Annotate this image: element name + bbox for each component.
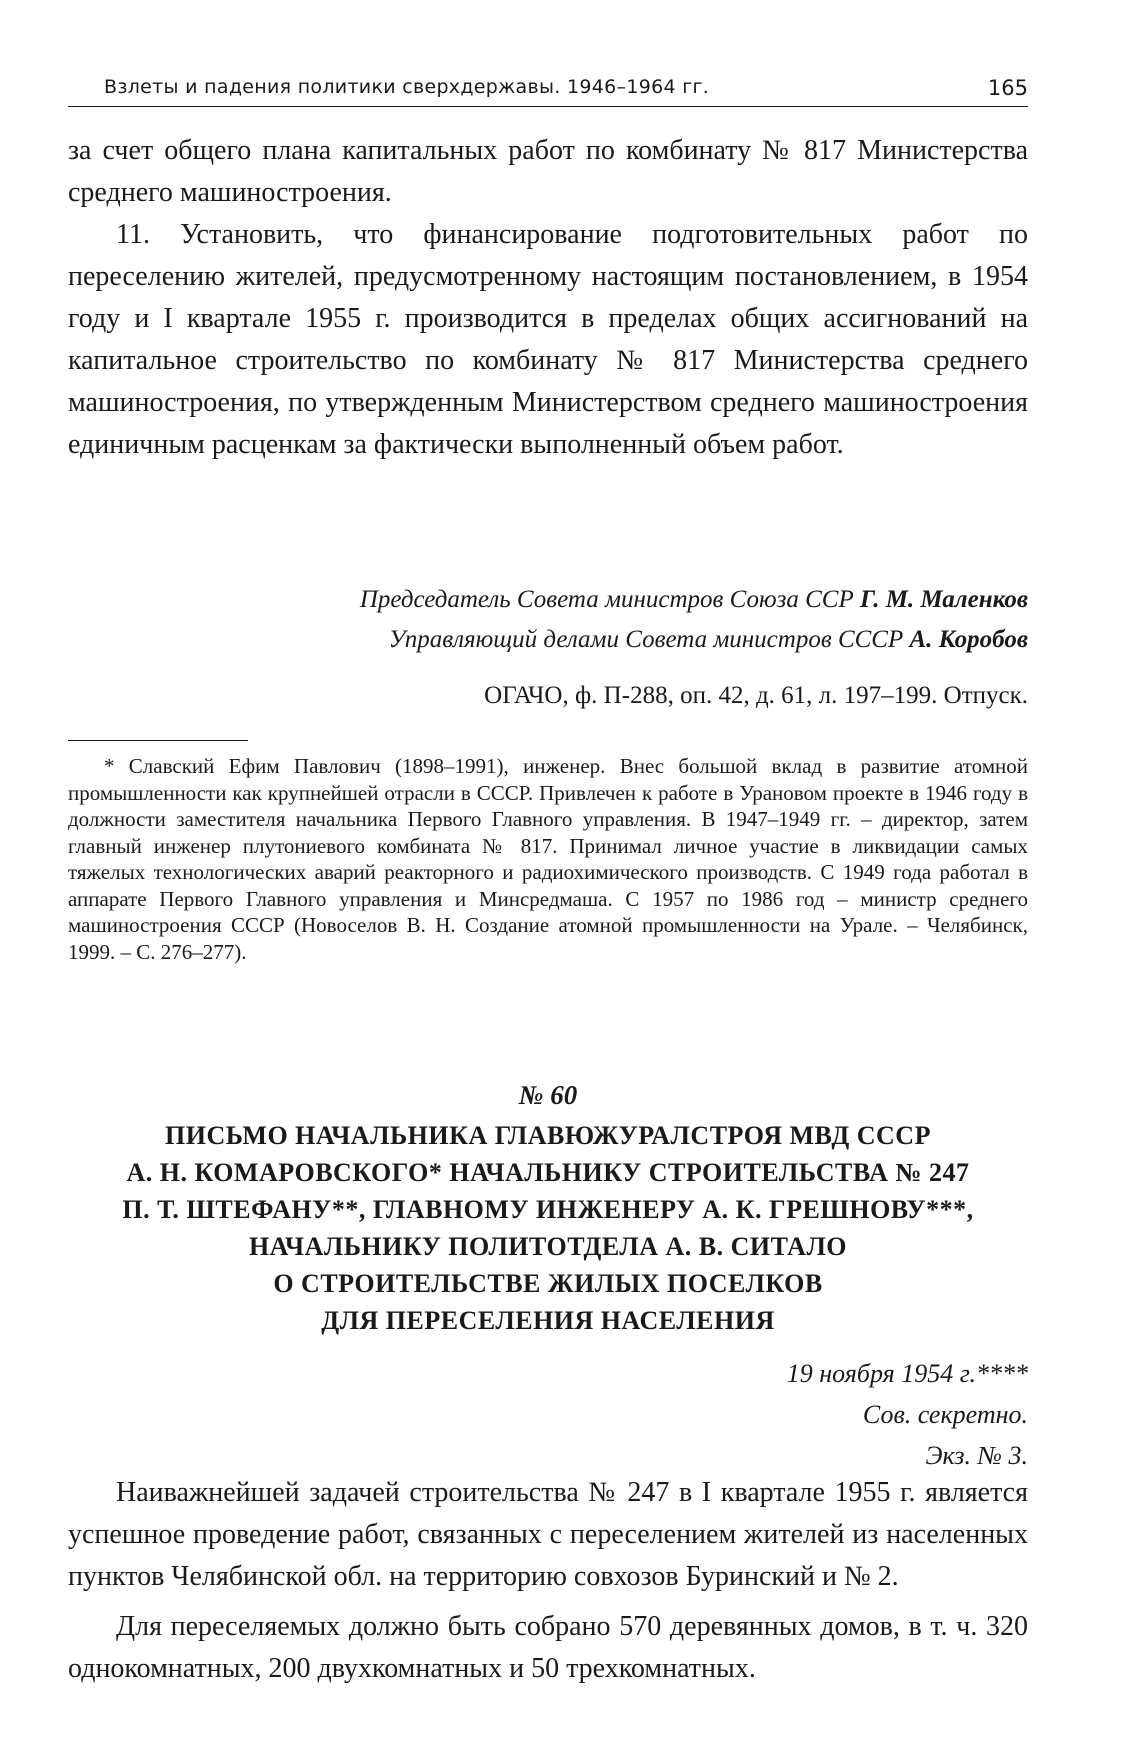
page-number: 165	[987, 76, 1028, 100]
document-date: 19 ноября 1954 г.****	[786, 1359, 1028, 1388]
archive-reference: ОГАЧО, ф. П-288, оп. 42, д. 61, л. 197–199. Отпуск.	[484, 682, 1028, 709]
body-paragraph: Наиважнейшей задачей строительства № 247 в I квартале 1955 г. является успешное проведение работ, связанных с переселением жителей из населенных пунктов Челябинской обл. на территорию совхозов Буринский и № 2.	[68, 1477, 1028, 1592]
title-line: НАЧАЛЬНИКУ ПОЛИТОТДЕЛА А. В. СИТАЛО	[248, 1232, 848, 1261]
document-title	[68, 1117, 1028, 1339]
signature-line	[68, 620, 1028, 660]
signature-position: Председатель Совета министров Союза ССР	[359, 586, 854, 613]
title-line: ПИСЬМО НАЧАЛЬНИКА ГЛАВЮЖУРАЛСТРОЯ МВД СССР	[165, 1121, 931, 1150]
signatures-block	[68, 580, 1028, 660]
paragraph-11: 11. Установить, что финансирование подготовительных работ по переселению жителей, предусмотренному настоящим постановлением, в 1954 году и I квартале 1955 г. производится в пределах общих ассигнований на капитальное строительство по комбинату № 817 Министерства среднего машиностроения, по утвержденным Министерством среднего машиностроения единичным расценкам за фактически выполненный объем работ.	[68, 219, 1028, 460]
signature-line	[68, 580, 1028, 620]
title-line: О СТРОИТЕЛЬСТВЕ ЖИЛЫХ ПОСЕЛКОВ	[273, 1269, 823, 1298]
document-meta	[68, 1353, 1028, 1476]
letter-body	[68, 1472, 1028, 1690]
signature-position: Управляющий делами Совета министров СССР	[388, 626, 904, 653]
title-line: ДЛЯ ПЕРЕСЕЛЕНИЯ НАСЕЛЕНИЯ	[321, 1306, 775, 1335]
title-line: А. Н. КОМАРОВСКОГО* НАЧАЛЬНИКУ СТРОИТЕЛЬСТВА № 247	[126, 1158, 970, 1187]
footnote: * Славский Ефим Павлович (1898–1991), инженер. Внес большой вклад в развитие атомной промышленности как крупнейшей отрасли в СССР. Привлечен к работе в Урановом проекте в 1946 году в должности заместителя начальника Первого Главного управления. В 1947–1949 гг. – директор, затем главный инженер плутониевого комбината № 817. Принимал личное участие в ликвидации самых тяжелых технологических аварий реакторного и радиохимического производств. С 1949 года работал в аппарате Первого Главного управления и Минсредмаша. С 1957 по 1986 год – министр среднего машиностроения СССР (Новоселов В. Н. Создание атомной промышленности на Урале. – Челябинск, 1999. – С. 276–277).	[68, 754, 1028, 964]
footnote-divider	[68, 740, 248, 741]
classification-mark: Сов. секретно.	[862, 1400, 1028, 1429]
signature-name: Г. М. Маленков	[859, 586, 1028, 613]
copy-number: Экз. № 3.	[925, 1441, 1028, 1470]
document-number: № 60	[518, 1080, 578, 1110]
signature-name: А. Коробов	[909, 626, 1028, 653]
continuation-paragraph: за счет общего плана капитальных работ по комбинату № 817 Министерства среднего машиностроения.	[68, 135, 1028, 208]
book-page	[68, 70, 1068, 1730]
title-line: П. Т. ШТЕФАНУ**, ГЛАВНОМУ ИНЖЕНЕРУ А. К. ГРЕШНОВУ***,	[122, 1195, 974, 1224]
decree-text-block	[68, 130, 1028, 466]
body-paragraph: Для переселяемых должно быть собрано 570 деревянных домов, в т. ч. 320 однокомнатных, 200 двухкомнатных и 50 трехкомнатных.	[68, 1611, 1028, 1684]
running-title: Взлеты и падения политики сверхдержавы. 1946–1964 гг.	[104, 76, 710, 98]
running-header	[68, 70, 1028, 107]
